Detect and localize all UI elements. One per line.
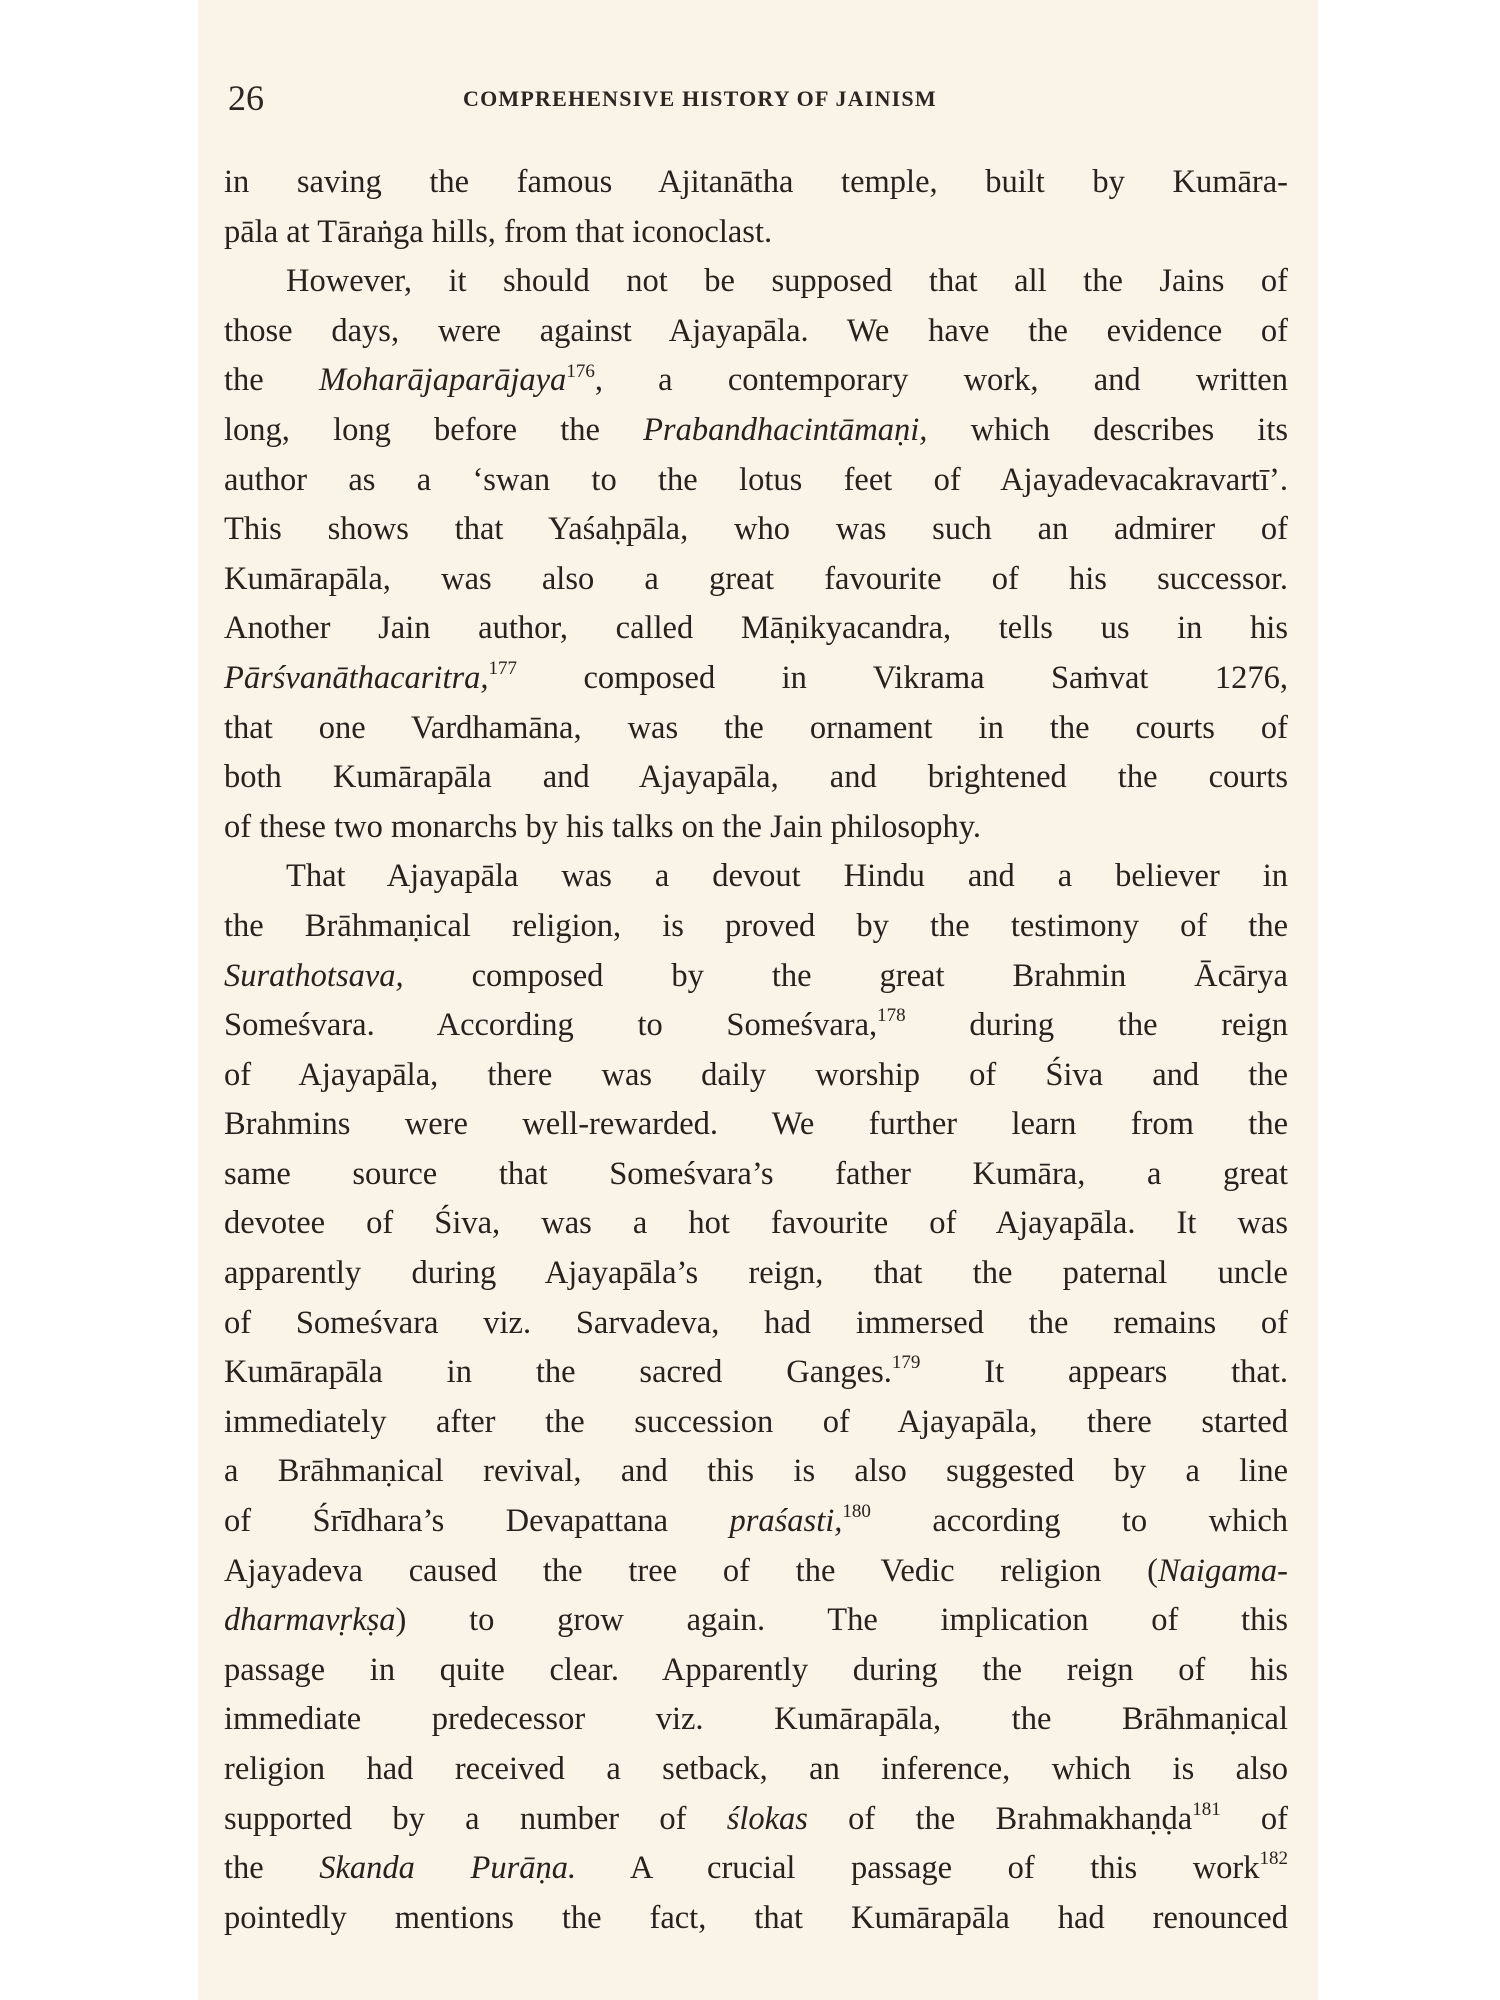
italic-text: Naigama- [1158,1552,1288,1589]
text-span: Someśvara. According to Someśvara, [224,1007,878,1044]
text-span: ) to grow again. The implication of this [395,1602,1288,1639]
text-span: composed in Vikrama Saṁvat 1276, [517,659,1288,696]
running-head [228,78,1288,118]
text-line: of Ajayapāla, there was daily worship of Śiva and the [224,1056,1288,1093]
italic-text: Moharājaparājaya [318,362,567,399]
text-line: that one Vardhamāna, was the ornament in the courts of [224,709,1288,746]
text-span: A crucial passage of this work [576,1850,1260,1887]
italic-text: Skanda Purāṇa. [319,1850,577,1887]
page-number: 26 [228,78,264,118]
text-line [224,654,1288,704]
italic-text: praśasti, [729,1503,843,1540]
text-line: That Ajayapāla was a devout Hindu and a believer in [286,858,1288,895]
text-span: supported by a number of [224,1800,727,1837]
text-span: which describes its [927,411,1289,448]
text-line: apparently during Ajayapāla’s reign, that the paternal uncle [224,1255,1288,1292]
text-line: Another Jain author, called Māṇikyacandra, tells us in his [224,610,1288,647]
text-line: immediately after the succession of Ajayapāla, there started [224,1403,1288,1440]
text-line: both Kumārapāla and Ajayapāla, and brightened the courts [224,759,1288,796]
italic-text: Prabandhacintāmaṇi, [643,411,928,448]
footnote-ref: 177 [488,658,518,680]
italic-text: Pārśvanāthacaritra, [224,659,489,696]
text-span: during the reign [905,1007,1288,1044]
text-line: same source that Someśvara’s father Kumāra, a great [224,1155,1288,1192]
text-span: of Śrīdhara’s Devapattana [224,1503,730,1540]
text-span: composed by the great Brahmin Ācārya [403,957,1288,994]
text-span: , a contemporary work, and written [594,362,1288,399]
italic-text: dharmavṛkṣa [224,1602,396,1639]
text-line: pointedly mentions the fact, that Kumārapāla had renounced [224,1899,1288,1936]
text-line: However, it should not be supposed that all the Jains of [286,263,1288,300]
text-line [224,1547,1288,1597]
text-line: devotee of Śiva, was a hot favourite of Ajayapāla. It was [224,1205,1288,1242]
text-line [224,1497,1288,1547]
text-span: the [224,362,319,399]
text-line [224,1596,1288,1646]
text-line: of these two monarchs by his talks on the Jain philosophy. [224,808,982,845]
text-span: the [224,1850,320,1887]
text-line: pāla at Tāraṅga hills, from that iconoclast. [224,213,773,250]
book-page [198,0,1318,2000]
italic-text: ślokas [726,1800,808,1837]
text-line [224,406,1288,456]
text-line [224,1795,1288,1845]
text-line [224,1001,1288,1051]
text-line: those days, were against Ajayapāla. We have the evidence of [224,312,1288,349]
text-span: It appears that. [920,1354,1288,1391]
text-line: a Brāhmaṇical revival, and this is also suggested by a line [224,1453,1288,1490]
text-span: Kumārapāla in the sacred Ganges. [224,1354,892,1391]
text-line: in saving the famous Ajitanātha temple, built by Kumāra- [224,164,1288,200]
text-line [224,1844,1288,1894]
footnote-ref: 180 [842,1501,871,1523]
text-line: Kumārapāla, was also a great favourite of his successor. [224,560,1288,597]
text-line: Brahmins were well-rewarded. We further learn from the [224,1106,1288,1143]
text-line [224,952,1288,1002]
running-title: COMPREHENSIVE HISTORY OF JAINISM [463,86,937,111]
text-line: of Someśvara viz. Sarvadeva, had immersed the remains of [224,1304,1288,1341]
text-line: immediate predecessor viz. Kumārapāla, the Brāhmaṇical [224,1701,1288,1738]
text-span: of the Brahmakhaṇḍa [807,1800,1193,1837]
text-line [224,356,1288,406]
text-span: of [1220,1800,1289,1837]
footnote-ref: 182 [1259,1848,1288,1870]
footnote-ref: 176 [566,360,595,382]
text-span: according to which [870,1503,1288,1540]
footnote-ref: 181 [1192,1798,1221,1820]
footnote-ref: 179 [891,1352,921,1374]
text-line [224,1348,1288,1398]
footnote-ref: 178 [877,1005,906,1027]
text-line: author as a ‘swan to the lotus feet of Ajayadevacakravartī’. [224,461,1288,498]
body-text [224,158,1288,1943]
text-line: passage in quite clear. Apparently during the reign of his [224,1651,1288,1688]
italic-text: Surathotsava, [224,957,404,994]
text-line: the Brāhmaṇical religion, is proved by the testimony of the [224,907,1288,944]
text-line: This shows that Yaśaḥpāla, who was such an admirer of [224,511,1288,548]
text-span: Ajayadeva caused the tree of the Vedic religion ( [224,1552,1158,1589]
text-line: religion had received a setback, an inference, which is also [224,1751,1288,1787]
text-span: long, long before the [224,411,644,448]
